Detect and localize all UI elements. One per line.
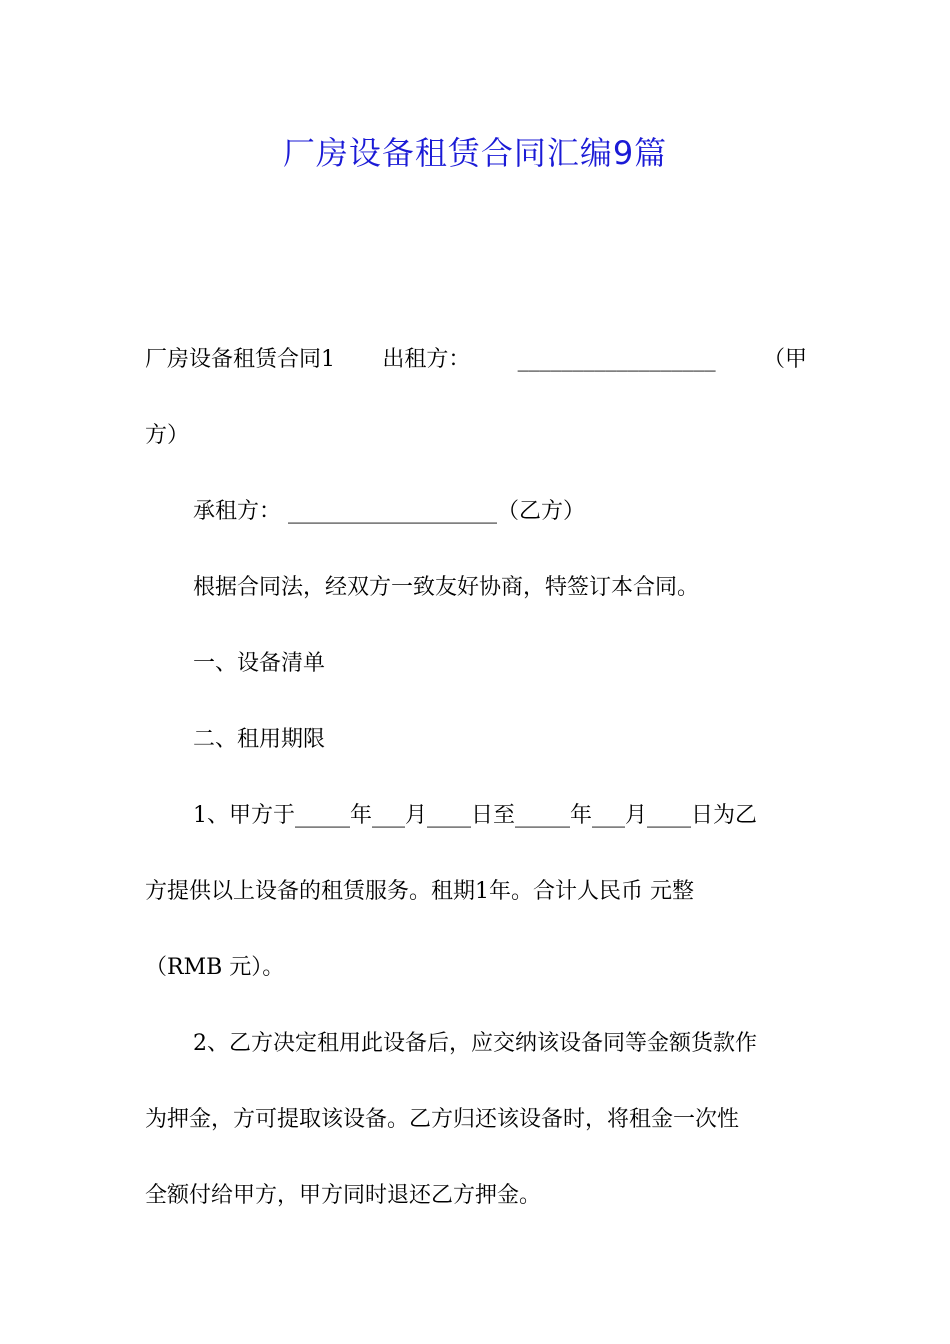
lessor-label: 出租方：: [382, 347, 471, 372]
clause-1-line-2: 方提供以上设备的租赁服务。租期1年。合计人民币 元整: [145, 879, 694, 904]
section-lease-term: 二、租用期限: [193, 727, 326, 752]
paragraph-basis: 根据合同法，经双方一致友好协商，特签订本合同。: [193, 575, 700, 600]
paragraph-lessee: 承租方： ___________________（乙方）: [193, 499, 585, 524]
section-equipment-list: 一、设备清单: [193, 651, 326, 676]
party-a-open: （甲: [762, 347, 807, 372]
clause-2-line-1: 2、乙方决定租用此设备后，应交纳该设备同等金额货款作: [193, 1031, 757, 1056]
clause-2-line-3: 全额付给甲方，甲方同时退还乙方押金。: [145, 1183, 542, 1208]
paragraph-line-2: 方）: [145, 423, 190, 448]
document-body: [145, 322, 807, 1234]
clause-1-line-3: （RMB 元）。: [145, 955, 285, 980]
contract-heading: 厂房设备租赁合同1: [145, 347, 335, 372]
clause-2-line-2: 为押金，方可提取该设备。乙方归还该设备时，将租金一次性: [145, 1107, 740, 1132]
document-title: 厂房设备租赁合同汇编9篇: [282, 134, 668, 172]
paragraph-line-1: [145, 322, 807, 398]
clause-1-line-1: 1、甲方于_____年___月____日至_____年___月____日为乙: [193, 803, 757, 828]
lessor-blank: __________________: [517, 347, 716, 372]
